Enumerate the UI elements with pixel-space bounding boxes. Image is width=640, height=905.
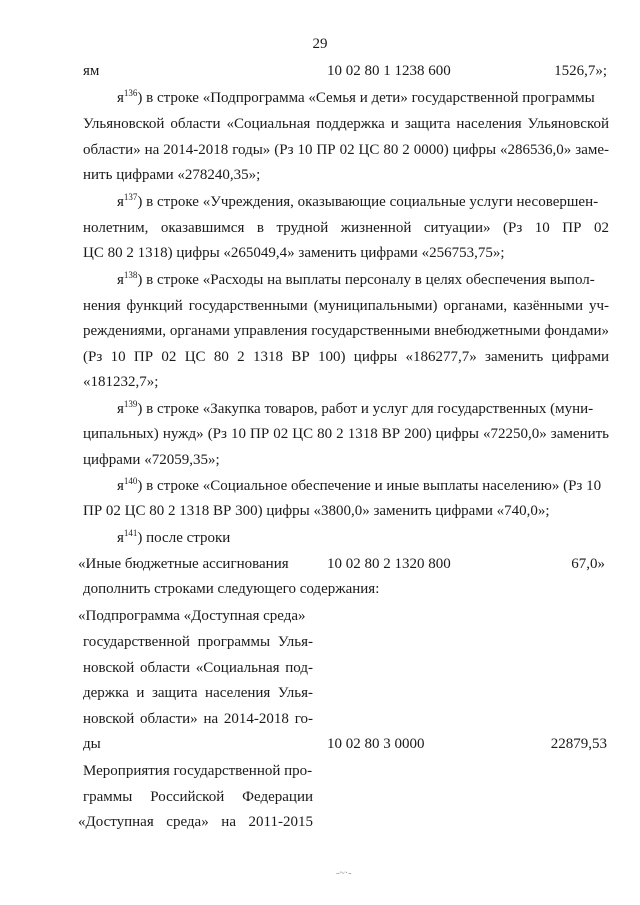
sub-line-5: новской области» на 2014-2018 го- — [83, 711, 313, 727]
p136-line-2: Ульяновской области «Социальная поддержка и защита населения Ульяновской — [83, 116, 609, 132]
p138-line-3: реждениями, органами управления государственными внебюджетными фондами» — [83, 323, 609, 339]
row-top-amount: 1526,7»; — [554, 63, 607, 79]
p140-line-1-text: ) в строке «Социальное обеспечение и иные выплаты населению» (Рз 10 — [137, 478, 602, 494]
row-top-code: 10 02 80 1 1238 600 — [327, 63, 451, 79]
p139-line-2: ципальных) нужд» (Рз 10 ПР 02 ЦС 80 2 1318 ВР 200) цифры «72250,0» заменить — [83, 426, 609, 442]
p140-line-1 — [117, 477, 601, 495]
p139-line-1-text: ) в строке «Закупка товаров, работ и услуг для государственных (муни- — [137, 401, 594, 417]
sub-line-6: ды — [83, 736, 101, 752]
add-rows-text: дополнить строками следующего содержания: — [83, 581, 380, 597]
p138-line-1 — [117, 271, 595, 289]
p139-letter: я — [117, 401, 124, 417]
p141-line-1-text: ) после строки — [137, 530, 231, 546]
p139-line-3: цифрами «72059,35»; — [83, 452, 220, 468]
sub-line-2: государственной программы Улья- — [83, 634, 313, 650]
sub-line-1: «Подпрограмма «Доступная среда» — [78, 608, 306, 624]
p140-letter: я — [117, 478, 124, 494]
meas-line-2: граммы Российской Федерации — [83, 789, 313, 805]
p136-line-4: нить цифрами «278240,35»; — [83, 167, 261, 183]
p139-line-1 — [117, 400, 593, 418]
p136-line-1 — [117, 89, 595, 107]
p141-line-1 — [117, 529, 230, 547]
p137-letter: я — [117, 194, 124, 210]
sub-code: 10 02 80 3 0000 — [327, 736, 425, 752]
p141-sup: 141 — [123, 528, 138, 538]
row-other-code: 10 02 80 2 1320 800 — [327, 556, 451, 572]
sub-line-4: держка и защита населения Улья- — [83, 685, 313, 701]
p137-line-1-text: ) в строке «Учреждения, оказывающие социальные услуги несовершен- — [137, 194, 599, 210]
scan-mark: -~·- — [336, 868, 352, 879]
p136-line-1-text: ) в строке «Подпрограмма «Семья и дети» государственной программы — [137, 90, 595, 106]
p140-line-2: ПР 02 ЦС 80 2 1318 ВР 300) цифры «3800,0» заменить цифрами «740,0»; — [83, 503, 550, 519]
row-top-label: ям — [83, 63, 100, 79]
p141-letter: я — [117, 530, 124, 546]
p138-sup: 138 — [123, 270, 138, 280]
p138-line-4: (Рз 10 ПР 02 ЦС 80 2 1318 ВР 100) цифры «186277,7» заменить цифрами — [83, 349, 609, 365]
sub-line-3: новской области «Социальная под- — [83, 660, 313, 676]
row-other-amount: 67,0» — [571, 556, 605, 572]
p136-sup: 136 — [123, 88, 138, 98]
p137-sup: 137 — [123, 192, 138, 202]
meas-line-1: Мероприятия государственной про- — [83, 763, 313, 779]
page-number: 29 — [312, 36, 328, 52]
p137-line-1 — [117, 193, 598, 211]
p137-line-3: ЦС 80 2 1318) цифры «265049,4» заменить цифрами «256753,75»; — [83, 245, 505, 261]
p138-line-5: «181232,7»; — [83, 374, 159, 390]
p136-letter: я — [117, 90, 124, 106]
p138-line-2: нения функций государственными (муниципальными) органами, казёнными уч- — [83, 298, 609, 314]
p138-letter: я — [117, 272, 124, 288]
p138-line-1-text: ) в строке «Расходы на выплаты персоналу в целях обеспечения выпол- — [137, 272, 595, 288]
p137-line-2: нолетним, оказавшимся в трудной жизненной ситуации» (Рз 10 ПР 02 — [83, 220, 609, 236]
p140-sup: 140 — [123, 476, 138, 486]
sub-amount: 22879,53 — [550, 736, 607, 752]
meas-line-3: «Доступная среда» на 2011-2015 — [78, 814, 313, 830]
row-other-label: «Иные бюджетные ассигнования — [78, 556, 289, 572]
p136-line-3: области» на 2014-2018 годы» (Рз 10 ПР 02 ЦС 80 2 0000) цифры «286536,0» заме- — [83, 142, 609, 158]
p139-sup: 139 — [123, 399, 138, 409]
